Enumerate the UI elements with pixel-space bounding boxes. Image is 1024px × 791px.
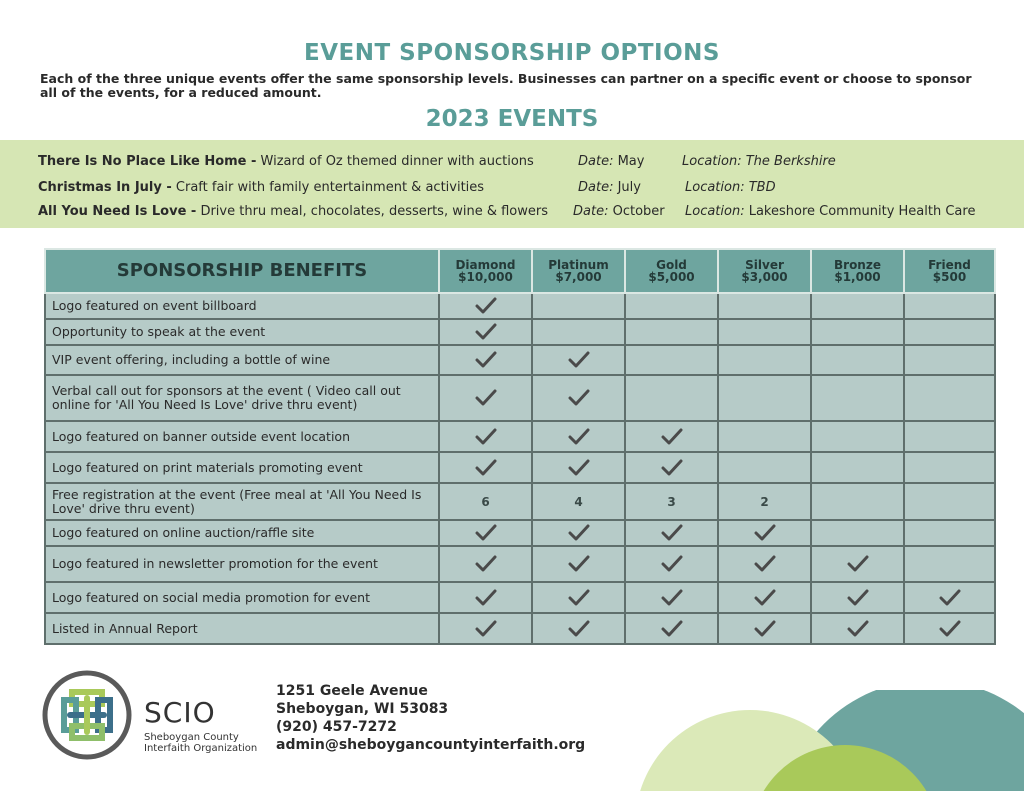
event-name-cell [38,201,548,223]
empty-cell [904,345,995,375]
registration-count: 3 [625,483,718,520]
level-cell [439,582,532,613]
benefit-cell: VIP event offering, including a bottle of wine [45,345,439,375]
date-value: July [613,180,641,195]
level-cell [718,520,811,546]
level-header [904,249,995,293]
checkmark-icon [661,524,683,542]
sponsorship-table [44,248,996,645]
date-value: October [608,204,665,219]
level-cell [625,582,718,613]
checkmark-icon [754,589,776,607]
logo-wordmark: SCIO [144,696,216,729]
event-row [0,151,1024,173]
address-line-1: 1251 Geele Avenue [276,683,428,699]
checkmark-icon [939,589,961,607]
empty-cell [811,345,904,375]
empty-cell [904,319,995,345]
level-name: Silver [745,258,784,272]
scio-logo [38,664,266,768]
level-name: Platinum [548,258,609,272]
level-cell [439,613,532,644]
empty-cell [904,520,995,546]
level-cell [904,582,995,613]
empty-cell [625,345,718,375]
checkmark-icon [568,428,590,446]
level-cell [439,375,532,421]
benefit-cell: Opportunity to speak at the event [45,319,439,345]
checkmark-icon [568,620,590,638]
checkmark-icon [475,620,497,638]
event-location [685,201,975,223]
empty-cell [718,345,811,375]
empty-cell [625,375,718,421]
checkmark-icon [475,459,497,477]
empty-cell [718,375,811,421]
checkmark-icon [661,459,683,477]
benefit-cell: Verbal call out for sponsors at the event ( Video call out online for 'All You Need Is Love' drive thru event) [45,375,439,421]
empty-cell [811,452,904,483]
level-cell [532,421,625,452]
event-description: Craft fair with family entertainment & activities [171,180,485,195]
checkmark-icon [661,555,683,573]
level-cell [439,452,532,483]
checkmark-icon [939,620,961,638]
logo-subtitle: Sheboygan County Interfaith Organization [144,732,258,754]
location-value: Lakeshore Community Health Care [744,204,976,219]
table-row [45,421,995,452]
event-name: There Is No Place Like Home - [38,154,257,169]
date-label: Date: [573,204,609,219]
empty-cell [625,293,718,319]
empty-cell [718,452,811,483]
level-cell [532,520,625,546]
event-location [682,151,836,173]
event-date [578,151,644,173]
checkmark-icon [847,620,869,638]
event-row [0,177,1024,199]
checkmark-icon [475,428,497,446]
level-cell [718,582,811,613]
level-cell [439,293,532,319]
event-name: Christmas In July - [38,180,172,195]
checkmark-icon [475,351,497,369]
level-amount: $5,000 [648,270,695,284]
date-label: Date: [578,154,614,169]
email-address: admin@sheboygancountyinterfaith.org [276,737,586,753]
level-cell [439,421,532,452]
empty-cell [904,293,995,319]
date-label: Date: [578,180,614,195]
benefits-header: SPONSORSHIP BENEFITS [45,249,439,293]
table-row [45,483,995,520]
level-cell [625,520,718,546]
table-row [45,613,995,644]
table-header-row [45,249,995,293]
checkmark-icon [754,620,776,638]
table-row [45,319,995,345]
benefit-cell: Logo featured on social media promotion for event [45,582,439,613]
level-cell [811,613,904,644]
level-header [439,249,532,293]
level-cell [439,319,532,345]
events-band [0,140,1024,228]
event-name-cell [38,151,534,173]
checkmark-icon [475,555,497,573]
table-row [45,520,995,546]
intro-text: Each of the three unique events offer the same sponsorship levels. Businesses can partner on a specific event or choose to sponsor all of the events, for a reduced amount. [40,71,972,100]
empty-cell [811,483,904,520]
level-header [532,249,625,293]
benefit-cell: Logo featured in newsletter promotion for the event [45,546,439,582]
benefit-cell: Free registration at the event (Free meal at 'All You Need Is Love' drive thru event) [45,483,439,520]
date-value: May [613,154,645,169]
level-amount: $1,000 [834,270,881,284]
benefit-cell: Logo featured on event billboard [45,293,439,319]
empty-cell [904,452,995,483]
level-cell [439,520,532,546]
level-cell [625,452,718,483]
empty-cell [811,293,904,319]
level-cell [718,546,811,582]
empty-cell [532,319,625,345]
level-amount: $7,000 [555,270,602,284]
table-row [45,293,995,319]
location-label: Location: The Berkshire [682,154,836,169]
empty-cell [625,319,718,345]
empty-cell [904,483,995,520]
checkmark-icon [475,524,497,542]
empty-cell [718,319,811,345]
empty-cell [811,375,904,421]
level-cell [625,546,718,582]
checkmark-icon [475,589,497,607]
level-cell [532,375,625,421]
checkmark-icon [847,589,869,607]
level-cell [439,345,532,375]
event-name-cell [38,177,484,199]
level-cell [625,613,718,644]
level-name: Diamond [455,258,516,272]
phone-number: (920) 457-7272 [276,719,397,735]
checkmark-icon [661,620,683,638]
level-cell [904,613,995,644]
level-cell [532,345,625,375]
empty-cell [811,319,904,345]
checkmark-icon [568,555,590,573]
event-row [0,201,1024,223]
registration-count: 4 [532,483,625,520]
table-row [45,546,995,582]
table-row [45,345,995,375]
registration-count: 2 [718,483,811,520]
level-cell [532,582,625,613]
event-location [685,177,776,199]
level-cell [532,452,625,483]
checkmark-icon [568,524,590,542]
benefit-cell: Logo featured on online auction/raffle site [45,520,439,546]
checkmark-icon [754,524,776,542]
event-description: Drive thru meal, chocolates, desserts, wine & flowers [196,204,548,219]
checkmark-icon [475,389,497,407]
event-date [573,201,665,223]
table-row [45,375,995,421]
event-description: Wizard of Oz themed dinner with auctions [256,154,534,169]
level-cell [532,613,625,644]
checkmark-icon [475,323,497,341]
level-amount: $10,000 [458,270,513,284]
level-header [625,249,718,293]
checkmark-icon [661,428,683,446]
level-amount: $3,000 [741,270,788,284]
level-header [718,249,811,293]
level-name: Bronze [834,258,881,272]
benefit-cell: Listed in Annual Report [45,613,439,644]
level-cell [439,546,532,582]
checkmark-icon [568,459,590,477]
table-row [45,452,995,483]
checkmark-icon [847,555,869,573]
level-cell [811,546,904,582]
empty-cell [532,293,625,319]
level-amount: $500 [932,270,967,284]
checkmark-icon [568,389,590,407]
empty-cell [718,293,811,319]
benefit-cell: Logo featured on banner outside event location [45,421,439,452]
interfaith-knot-icon [42,670,132,760]
empty-cell [904,375,995,421]
empty-cell [904,421,995,452]
page-title: EVENT SPONSORSHIP OPTIONS [304,40,720,66]
empty-cell [811,421,904,452]
level-header [811,249,904,293]
level-cell [625,421,718,452]
table-body [45,293,995,644]
address-line-2: Sheboygan, WI 53083 [276,701,449,717]
decorative-circles [600,690,1024,791]
checkmark-icon [568,351,590,369]
table-row [45,582,995,613]
checkmark-icon [754,555,776,573]
location-label: Location: TBD [685,180,776,195]
checkmark-icon [475,297,497,315]
checkmark-icon [661,589,683,607]
benefit-cell: Logo featured on print materials promoting event [45,452,439,483]
level-cell [811,582,904,613]
level-name: Friend [928,258,971,272]
registration-count: 6 [439,483,532,520]
level-name: Gold [656,258,687,272]
events-subtitle: 2023 EVENTS [425,106,599,132]
checkmark-icon [568,589,590,607]
location-label: Location: [685,204,745,219]
level-cell [532,546,625,582]
empty-cell [718,421,811,452]
event-date [578,177,641,199]
contact-block [276,682,585,754]
event-name: All You Need Is Love - [38,204,197,219]
empty-cell [811,520,904,546]
empty-cell [904,546,995,582]
level-cell [718,613,811,644]
